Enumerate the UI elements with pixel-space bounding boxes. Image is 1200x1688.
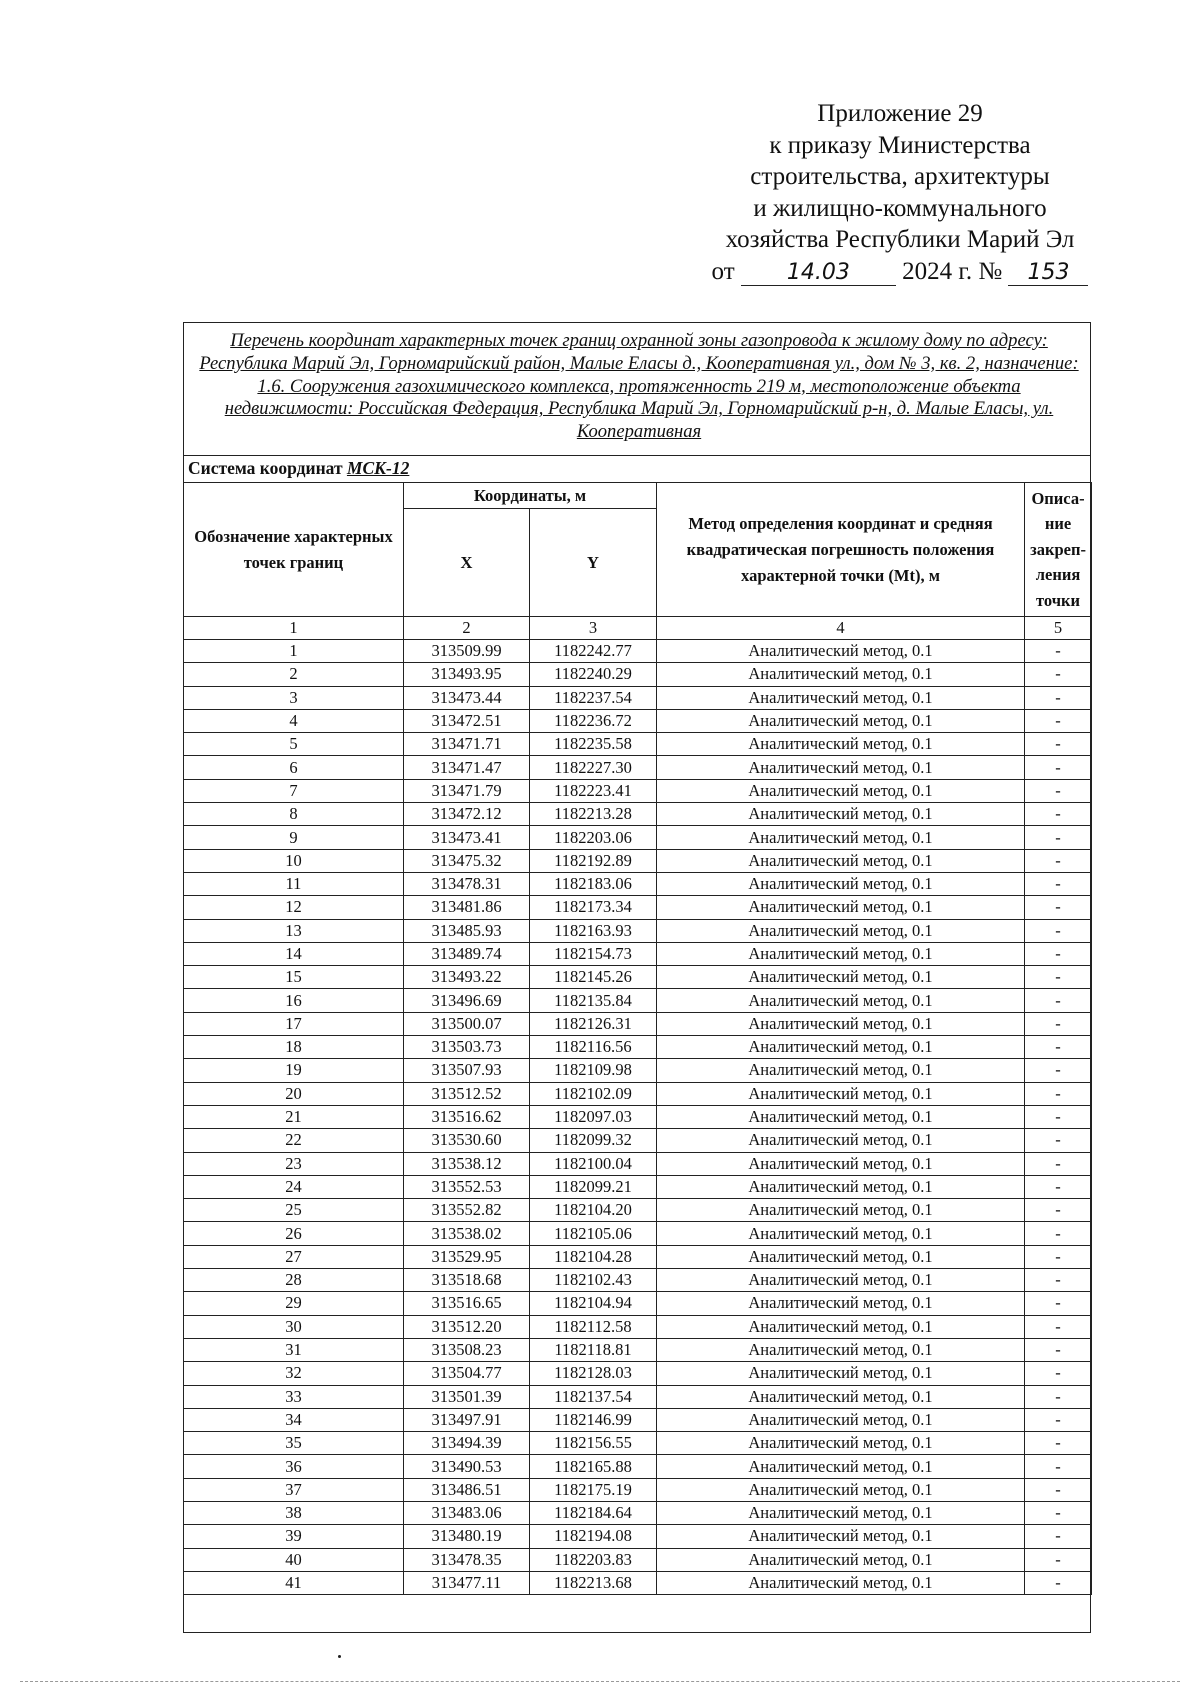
x-coordinate-cell: 313552.82 — [404, 1199, 530, 1222]
description-cell: - — [1025, 966, 1092, 989]
point-number-cell: 2 — [184, 663, 404, 686]
y-coordinate-cell: 1182116.56 — [530, 1036, 657, 1059]
x-coordinate-cell: 313471.79 — [404, 779, 530, 802]
method-cell: Аналитический метод, 0.1 — [657, 1548, 1025, 1571]
point-number-cell: 8 — [184, 803, 404, 826]
y-coordinate-cell: 1182135.84 — [530, 989, 657, 1012]
y-coordinate-cell: 1182102.43 — [530, 1269, 657, 1292]
method-cell: Аналитический метод, 0.1 — [657, 1525, 1025, 1548]
order-date-line — [690, 256, 1110, 288]
appendix-line: строительства, архитектуры — [750, 163, 1050, 190]
description-cell: - — [1025, 1478, 1092, 1501]
method-cell: Аналитический метод, 0.1 — [657, 686, 1025, 709]
point-number-cell: 21 — [184, 1105, 404, 1128]
table-row — [184, 1105, 1092, 1128]
description-cell: - — [1025, 1199, 1092, 1222]
x-coordinate-cell: 313504.77 — [404, 1362, 530, 1385]
x-coordinate-cell: 313490.53 — [404, 1455, 530, 1478]
description-cell: - — [1025, 756, 1092, 779]
table-row — [184, 1222, 1092, 1245]
y-coordinate-cell: 1182175.19 — [530, 1478, 657, 1501]
method-cell: Аналитический метод, 0.1 — [657, 849, 1025, 872]
x-coordinate-cell: 313472.51 — [404, 709, 530, 732]
table-row — [184, 756, 1092, 779]
coordinate-system — [188, 458, 409, 479]
x-coordinate-cell: 313500.07 — [404, 1012, 530, 1035]
point-number-cell: 37 — [184, 1478, 404, 1501]
header-coordinates: Координаты, м — [404, 483, 657, 509]
x-coordinate-cell: 313529.95 — [404, 1245, 530, 1268]
method-cell: Аналитический метод, 0.1 — [657, 1175, 1025, 1198]
point-number-cell: 15 — [184, 966, 404, 989]
coordinates-table-body — [184, 640, 1092, 1595]
description-cell: - — [1025, 1245, 1092, 1268]
x-coordinate-cell: 313516.65 — [404, 1292, 530, 1315]
table-row — [184, 1269, 1092, 1292]
method-cell: Аналитический метод, 0.1 — [657, 1501, 1025, 1524]
description-cell: - — [1025, 1362, 1092, 1385]
y-coordinate-cell: 1182100.04 — [530, 1152, 657, 1175]
x-coordinate-cell: 313494.39 — [404, 1432, 530, 1455]
description-cell: - — [1025, 663, 1092, 686]
method-cell: Аналитический метод, 0.1 — [657, 1385, 1025, 1408]
point-number-cell: 11 — [184, 872, 404, 895]
description-cell: - — [1025, 1269, 1092, 1292]
point-number-cell: 36 — [184, 1455, 404, 1478]
y-coordinate-cell: 1182104.94 — [530, 1292, 657, 1315]
x-coordinate-cell: 313478.35 — [404, 1548, 530, 1571]
y-coordinate-cell: 1182203.83 — [530, 1548, 657, 1571]
table-row — [184, 872, 1092, 895]
description-cell: - — [1025, 1548, 1092, 1571]
x-coordinate-cell: 313512.52 — [404, 1082, 530, 1105]
table-row — [184, 1175, 1092, 1198]
table-row — [184, 640, 1092, 663]
point-number-cell: 28 — [184, 1269, 404, 1292]
x-coordinate-cell: 313473.44 — [404, 686, 530, 709]
header-method: Метод определения координат и средняя квадратическая погрешность положения характерной точки (Mt), м — [657, 483, 1025, 617]
y-coordinate-cell: 1182112.58 — [530, 1315, 657, 1338]
description-cell: - — [1025, 640, 1092, 663]
x-coordinate-cell: 313485.93 — [404, 919, 530, 942]
description-cell: - — [1025, 919, 1092, 942]
y-coordinate-cell: 1182099.32 — [530, 1129, 657, 1152]
point-number-cell: 4 — [184, 709, 404, 732]
description-cell: - — [1025, 1385, 1092, 1408]
table-row — [184, 709, 1092, 732]
coordinate-system-label: Система координат — [188, 458, 343, 478]
x-coordinate-cell: 313493.95 — [404, 663, 530, 686]
description-cell: - — [1025, 1036, 1092, 1059]
method-cell: Аналитический метод, 0.1 — [657, 966, 1025, 989]
method-cell: Аналитический метод, 0.1 — [657, 709, 1025, 732]
handwritten-order-number: 153 — [1008, 261, 1088, 286]
y-coordinate-cell: 1182235.58 — [530, 733, 657, 756]
column-number: 5 — [1025, 617, 1092, 640]
description-cell: - — [1025, 1129, 1092, 1152]
method-cell: Аналитический метод, 0.1 — [657, 756, 1025, 779]
table-row — [184, 779, 1092, 802]
x-coordinate-cell: 313530.60 — [404, 1129, 530, 1152]
description-cell: - — [1025, 1315, 1092, 1338]
table-row — [184, 686, 1092, 709]
x-coordinate-cell: 313471.71 — [404, 733, 530, 756]
column-number: 1 — [184, 617, 404, 640]
x-coordinate-cell: 313478.31 — [404, 872, 530, 895]
x-coordinate-cell: 313477.11 — [404, 1571, 530, 1594]
method-cell: Аналитический метод, 0.1 — [657, 1315, 1025, 1338]
table-row — [184, 1129, 1092, 1152]
table-row — [184, 1362, 1092, 1385]
point-number-cell: 6 — [184, 756, 404, 779]
point-number-cell: 13 — [184, 919, 404, 942]
point-number-cell: 24 — [184, 1175, 404, 1198]
description-cell: - — [1025, 1152, 1092, 1175]
y-coordinate-cell: 1182213.28 — [530, 803, 657, 826]
header-x: X — [404, 509, 530, 617]
method-cell: Аналитический метод, 0.1 — [657, 1245, 1025, 1268]
x-coordinate-cell: 313486.51 — [404, 1478, 530, 1501]
table-row — [184, 849, 1092, 872]
table-row — [184, 1199, 1092, 1222]
y-coordinate-cell: 1182242.77 — [530, 640, 657, 663]
y-coordinate-cell: 1182236.72 — [530, 709, 657, 732]
y-coordinate-cell: 1182137.54 — [530, 1385, 657, 1408]
x-coordinate-cell: 313512.20 — [404, 1315, 530, 1338]
y-coordinate-cell: 1182227.30 — [530, 756, 657, 779]
point-number-cell: 23 — [184, 1152, 404, 1175]
table-row — [184, 1036, 1092, 1059]
x-coordinate-cell: 313483.06 — [404, 1501, 530, 1524]
header-description: Описа- ние закреп- ления точки — [1025, 483, 1092, 617]
document-title: Перечень координат характерных точек границ охранной зоны газопровода к жилому дому по адресу: Республика Марий Эл, Горномарийский район, Малые Еласы д., Кооперативная ул., дом № 3, кв. 2, назначение: 1.6. Сооружения газохимического комплекса, протяженность 219 м, местоположение объекта недвижимости: Российская Федерация, Республика Марий Эл, Горномарийский р-н, д. Малые Еласы, ул. Кооперативная — [199, 330, 1079, 443]
description-cell: - — [1025, 826, 1092, 849]
table-row — [184, 966, 1092, 989]
y-coordinate-cell: 1182184.64 — [530, 1501, 657, 1524]
table-row — [184, 1385, 1092, 1408]
year-text: 2024 г. № — [902, 257, 1003, 285]
point-number-cell: 1 — [184, 640, 404, 663]
method-cell: Аналитический метод, 0.1 — [657, 1269, 1025, 1292]
y-coordinate-cell: 1182213.68 — [530, 1571, 657, 1594]
y-coordinate-cell: 1182240.29 — [530, 663, 657, 686]
method-cell: Аналитический метод, 0.1 — [657, 826, 1025, 849]
y-coordinate-cell: 1182128.03 — [530, 1362, 657, 1385]
point-number-cell: 18 — [184, 1036, 404, 1059]
x-coordinate-cell: 313503.73 — [404, 1036, 530, 1059]
point-number-cell: 7 — [184, 779, 404, 802]
table-row — [184, 1315, 1092, 1338]
header-designation: Обозначение характерных точек границ — [184, 483, 404, 617]
table-row — [184, 1478, 1092, 1501]
point-number-cell: 31 — [184, 1338, 404, 1361]
y-coordinate-cell: 1182237.54 — [530, 686, 657, 709]
x-coordinate-cell: 313480.19 — [404, 1525, 530, 1548]
method-cell: Аналитический метод, 0.1 — [657, 989, 1025, 1012]
method-cell: Аналитический метод, 0.1 — [657, 1222, 1025, 1245]
x-coordinate-cell: 313501.39 — [404, 1385, 530, 1408]
point-number-cell: 35 — [184, 1432, 404, 1455]
x-coordinate-cell: 313471.47 — [404, 756, 530, 779]
method-cell: Аналитический метод, 0.1 — [657, 1082, 1025, 1105]
y-coordinate-cell: 1182099.21 — [530, 1175, 657, 1198]
description-cell: - — [1025, 1455, 1092, 1478]
method-cell: Аналитический метод, 0.1 — [657, 1152, 1025, 1175]
coordinate-system-value: МСК-12 — [346, 458, 410, 478]
description-cell: - — [1025, 1105, 1092, 1128]
method-cell: Аналитический метод, 0.1 — [657, 919, 1025, 942]
point-number-cell: 16 — [184, 989, 404, 1012]
method-cell: Аналитический метод, 0.1 — [657, 1478, 1025, 1501]
table-row — [184, 1292, 1092, 1315]
x-coordinate-cell: 313509.99 — [404, 640, 530, 663]
point-number-cell: 40 — [184, 1548, 404, 1571]
method-cell: Аналитический метод, 0.1 — [657, 1432, 1025, 1455]
x-coordinate-cell: 313516.62 — [404, 1105, 530, 1128]
description-cell: - — [1025, 709, 1092, 732]
method-cell: Аналитический метод, 0.1 — [657, 803, 1025, 826]
y-coordinate-cell: 1182102.09 — [530, 1082, 657, 1105]
table-row — [184, 1059, 1092, 1082]
x-coordinate-cell: 313493.22 — [404, 966, 530, 989]
point-number-cell: 27 — [184, 1245, 404, 1268]
table-row — [184, 1245, 1092, 1268]
x-coordinate-cell: 313497.91 — [404, 1408, 530, 1431]
point-number-cell: 12 — [184, 896, 404, 919]
point-number-cell: 14 — [184, 942, 404, 965]
y-coordinate-cell: 1182104.20 — [530, 1199, 657, 1222]
appendix-line: хозяйства Республики Марий Эл — [725, 226, 1075, 253]
y-coordinate-cell: 1182194.08 — [530, 1525, 657, 1548]
y-coordinate-cell: 1182223.41 — [530, 779, 657, 802]
y-coordinate-cell: 1182097.03 — [530, 1105, 657, 1128]
table-row — [184, 896, 1092, 919]
header-y: Y — [530, 509, 657, 617]
description-cell: - — [1025, 849, 1092, 872]
point-number-cell: 38 — [184, 1501, 404, 1524]
table-row — [184, 1082, 1092, 1105]
x-coordinate-cell: 313518.68 — [404, 1269, 530, 1292]
description-cell: - — [1025, 896, 1092, 919]
point-number-cell: 22 — [184, 1129, 404, 1152]
description-cell: - — [1025, 1059, 1092, 1082]
method-cell: Аналитический метод, 0.1 — [657, 896, 1025, 919]
description-cell: - — [1025, 1082, 1092, 1105]
x-coordinate-cell: 313538.12 — [404, 1152, 530, 1175]
appendix-line: к приказу Министерства — [769, 131, 1031, 159]
y-coordinate-cell: 1182156.55 — [530, 1432, 657, 1455]
description-cell: - — [1025, 1408, 1092, 1431]
y-coordinate-cell: 1182154.73 — [530, 942, 657, 965]
description-cell: - — [1025, 1175, 1092, 1198]
point-number-cell: 5 — [184, 733, 404, 756]
date-prefix: от — [711, 257, 735, 285]
description-cell: - — [1025, 1012, 1092, 1035]
table-row — [184, 1548, 1092, 1571]
point-number-cell: 10 — [184, 849, 404, 872]
description-cell: - — [1025, 942, 1092, 965]
appendix-line: и жилищно-коммунального — [753, 194, 1047, 222]
column-number: 4 — [657, 617, 1025, 640]
x-coordinate-cell: 313507.93 — [404, 1059, 530, 1082]
method-cell: Аналитический метод, 0.1 — [657, 1408, 1025, 1431]
description-cell: - — [1025, 803, 1092, 826]
table-row — [184, 1152, 1092, 1175]
appendix-header — [690, 98, 1110, 287]
table-row — [184, 989, 1092, 1012]
method-cell: Аналитический метод, 0.1 — [657, 1105, 1025, 1128]
table-row — [184, 1408, 1092, 1431]
x-coordinate-cell: 313489.74 — [404, 942, 530, 965]
x-coordinate-cell: 313473.41 — [404, 826, 530, 849]
point-number-cell: 17 — [184, 1012, 404, 1035]
y-coordinate-cell: 1182105.06 — [530, 1222, 657, 1245]
method-cell: Аналитический метод, 0.1 — [657, 663, 1025, 686]
y-coordinate-cell: 1182118.81 — [530, 1338, 657, 1361]
method-cell: Аналитический метод, 0.1 — [657, 1129, 1025, 1152]
description-cell: - — [1025, 686, 1092, 709]
point-number-cell: 3 — [184, 686, 404, 709]
point-number-cell: 34 — [184, 1408, 404, 1431]
point-number-cell: 32 — [184, 1362, 404, 1385]
point-number-cell: 39 — [184, 1525, 404, 1548]
x-coordinate-cell: 313552.53 — [404, 1175, 530, 1198]
method-cell: Аналитический метод, 0.1 — [657, 1199, 1025, 1222]
method-cell: Аналитический метод, 0.1 — [657, 1036, 1025, 1059]
x-coordinate-cell: 313472.12 — [404, 803, 530, 826]
point-number-cell: 26 — [184, 1222, 404, 1245]
method-cell: Аналитический метод, 0.1 — [657, 779, 1025, 802]
table-row — [184, 1571, 1092, 1594]
table-row — [184, 663, 1092, 686]
table-row — [184, 919, 1092, 942]
description-cell: - — [1025, 1525, 1092, 1548]
table-row — [184, 1432, 1092, 1455]
description-cell: - — [1025, 733, 1092, 756]
table-row — [184, 942, 1092, 965]
handwritten-date: 14.03 — [741, 261, 896, 286]
scan-artifact-dot — [338, 1655, 341, 1658]
table-row — [184, 803, 1092, 826]
table-row — [184, 1012, 1092, 1035]
column-number: 3 — [530, 617, 657, 640]
description-cell: - — [1025, 1338, 1092, 1361]
method-cell: Аналитический метод, 0.1 — [657, 1292, 1025, 1315]
point-number-cell: 19 — [184, 1059, 404, 1082]
description-cell: - — [1025, 779, 1092, 802]
method-cell: Аналитический метод, 0.1 — [657, 1571, 1025, 1594]
method-cell: Аналитический метод, 0.1 — [657, 1338, 1025, 1361]
y-coordinate-cell: 1182192.89 — [530, 849, 657, 872]
y-coordinate-cell: 1182165.88 — [530, 1455, 657, 1478]
method-cell: Аналитический метод, 0.1 — [657, 1012, 1025, 1035]
x-coordinate-cell: 313496.69 — [404, 989, 530, 1012]
description-cell: - — [1025, 1501, 1092, 1524]
description-cell: - — [1025, 1292, 1092, 1315]
table-row — [184, 826, 1092, 849]
point-number-cell: 29 — [184, 1292, 404, 1315]
method-cell: Аналитический метод, 0.1 — [657, 942, 1025, 965]
table-row — [184, 1525, 1092, 1548]
method-cell: Аналитический метод, 0.1 — [657, 1455, 1025, 1478]
point-number-cell: 20 — [184, 1082, 404, 1105]
appendix-line: Приложение 29 — [817, 100, 983, 127]
y-coordinate-cell: 1182104.28 — [530, 1245, 657, 1268]
method-cell: Аналитический метод, 0.1 — [657, 733, 1025, 756]
y-coordinate-cell: 1182163.93 — [530, 919, 657, 942]
description-cell: - — [1025, 872, 1092, 895]
method-cell: Аналитический метод, 0.1 — [657, 872, 1025, 895]
point-number-cell: 25 — [184, 1199, 404, 1222]
description-cell: - — [1025, 1432, 1092, 1455]
column-number: 2 — [404, 617, 530, 640]
y-coordinate-cell: 1182183.06 — [530, 872, 657, 895]
table-row — [184, 1501, 1092, 1524]
y-coordinate-cell: 1182203.06 — [530, 826, 657, 849]
table-row — [184, 1455, 1092, 1478]
description-cell: - — [1025, 989, 1092, 1012]
table-row — [184, 1338, 1092, 1361]
y-coordinate-cell: 1182145.26 — [530, 966, 657, 989]
x-coordinate-cell: 313508.23 — [404, 1338, 530, 1361]
y-coordinate-cell: 1182126.31 — [530, 1012, 657, 1035]
y-coordinate-cell: 1182173.34 — [530, 896, 657, 919]
coordinates-table — [183, 482, 1092, 1595]
title-divider — [183, 455, 1091, 456]
description-cell: - — [1025, 1571, 1092, 1594]
x-coordinate-cell: 313481.86 — [404, 896, 530, 919]
x-coordinate-cell: 313538.02 — [404, 1222, 530, 1245]
scan-edge-line — [20, 1681, 1180, 1682]
method-cell: Аналитический метод, 0.1 — [657, 1362, 1025, 1385]
table-row — [184, 733, 1092, 756]
point-number-cell: 41 — [184, 1571, 404, 1594]
x-coordinate-cell: 313475.32 — [404, 849, 530, 872]
method-cell: Аналитический метод, 0.1 — [657, 640, 1025, 663]
method-cell: Аналитический метод, 0.1 — [657, 1059, 1025, 1082]
description-cell: - — [1025, 1222, 1092, 1245]
y-coordinate-cell: 1182146.99 — [530, 1408, 657, 1431]
point-number-cell: 33 — [184, 1385, 404, 1408]
point-number-cell: 30 — [184, 1315, 404, 1338]
point-number-cell: 9 — [184, 826, 404, 849]
y-coordinate-cell: 1182109.98 — [530, 1059, 657, 1082]
